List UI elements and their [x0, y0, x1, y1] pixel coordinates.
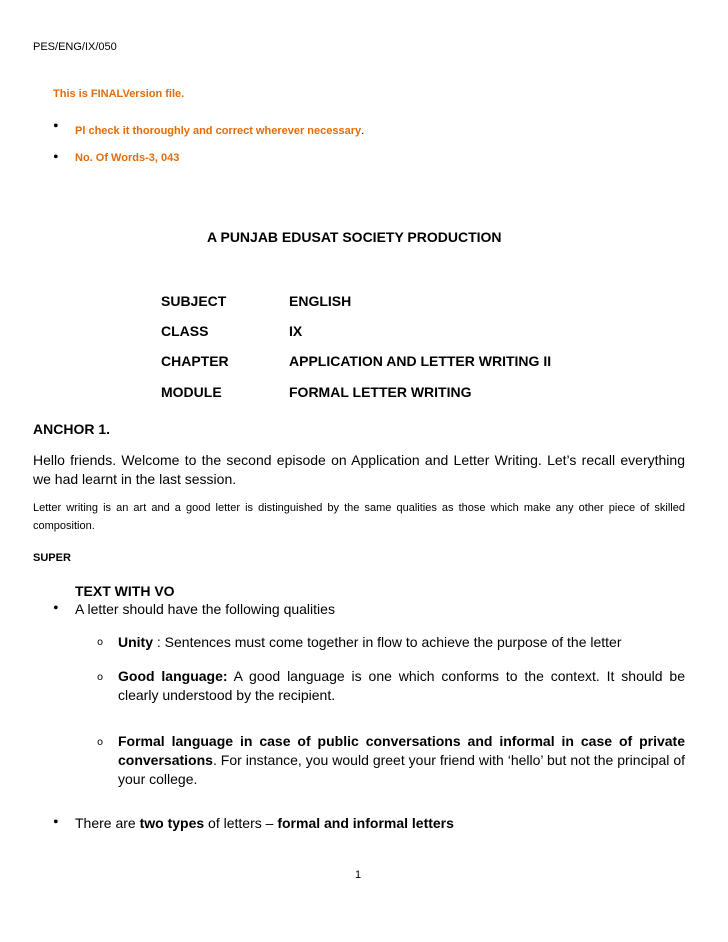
- meta-value-class: IX: [289, 323, 303, 339]
- meta-value-module: FORMAL LETTER WRITING: [289, 384, 472, 400]
- qualities-bullet: A letter should have the following qualities: [75, 601, 335, 617]
- production-title: A PUNJAB EDUSAT SOCIETY PRODUCTION: [207, 229, 502, 245]
- circle-bullet-icon: o: [97, 672, 104, 683]
- word-count-note: No. Of Words-3, 043: [75, 152, 180, 164]
- meta-label-class: CLASS: [161, 323, 209, 339]
- quality-formal-language-term: Formal language in case of public conversations and informal in case of private conversations: [118, 733, 685, 768]
- circle-bullet-icon: o: [97, 737, 104, 748]
- anchor-paragraph: Letter writing is an art and a good letter is distinguished by the same qualities as those which make any other piece of skilled composition.: [33, 502, 685, 532]
- quality-unity: [118, 633, 685, 652]
- letter-types-bold2: formal and informal letters: [277, 815, 454, 831]
- meta-label-chapter: CHAPTER: [161, 353, 229, 369]
- check-note: [75, 121, 364, 139]
- bullet-icon: •: [53, 149, 59, 166]
- quality-good-language: [118, 667, 685, 705]
- super-label: SUPER: [33, 552, 71, 564]
- quality-formal-language-text: . For instance, you would greet your friend with ‘hello’ but not the principal of your college.: [118, 752, 685, 787]
- quality-formal-language: [118, 732, 685, 789]
- quality-unity-text: : Sentences must come together in flow to achieve the purpose of the letter: [153, 634, 622, 650]
- page-number: 1: [355, 869, 362, 881]
- bullet-icon: •: [53, 600, 59, 617]
- quality-good-language-term: Good language:: [118, 668, 228, 684]
- meta-label-module: MODULE: [161, 384, 222, 400]
- check-note-period: .: [361, 125, 365, 137]
- anchor-intro: Hello friends. Welcome to the second episode on Application and Letter Writing. Let’s recall everything we had learnt in the last session.: [33, 452, 685, 487]
- meta-value-chapter: APPLICATION AND LETTER WRITING II: [289, 353, 552, 369]
- doc-id: PES/ENG/IX/050: [33, 41, 117, 53]
- letter-types-bold1: two types: [139, 815, 205, 831]
- quality-unity-term: Unity: [118, 634, 153, 650]
- anchor-heading: ANCHOR 1.: [33, 421, 111, 437]
- circle-bullet-icon: o: [97, 637, 104, 648]
- letter-types-pre: There are: [75, 815, 140, 831]
- meta-label-subject: SUBJECT: [161, 293, 227, 309]
- meta-value-subject: ENGLISH: [289, 293, 352, 309]
- letter-types-bullet: [75, 814, 454, 833]
- text-with-vo: TEXT WITH VO: [75, 583, 175, 599]
- letter-types-mid: of letters –: [204, 815, 278, 831]
- bullet-icon: •: [53, 814, 59, 831]
- final-version-note: This is FINALVersion file.: [53, 88, 185, 100]
- quality-good-language-text: A good language is one which conforms to the context. It should be clearly understood by the recipient.: [118, 668, 685, 703]
- bullet-icon: •: [53, 118, 59, 135]
- check-note-text: Pl check it thoroughly and correct wherever necessary: [75, 125, 362, 137]
